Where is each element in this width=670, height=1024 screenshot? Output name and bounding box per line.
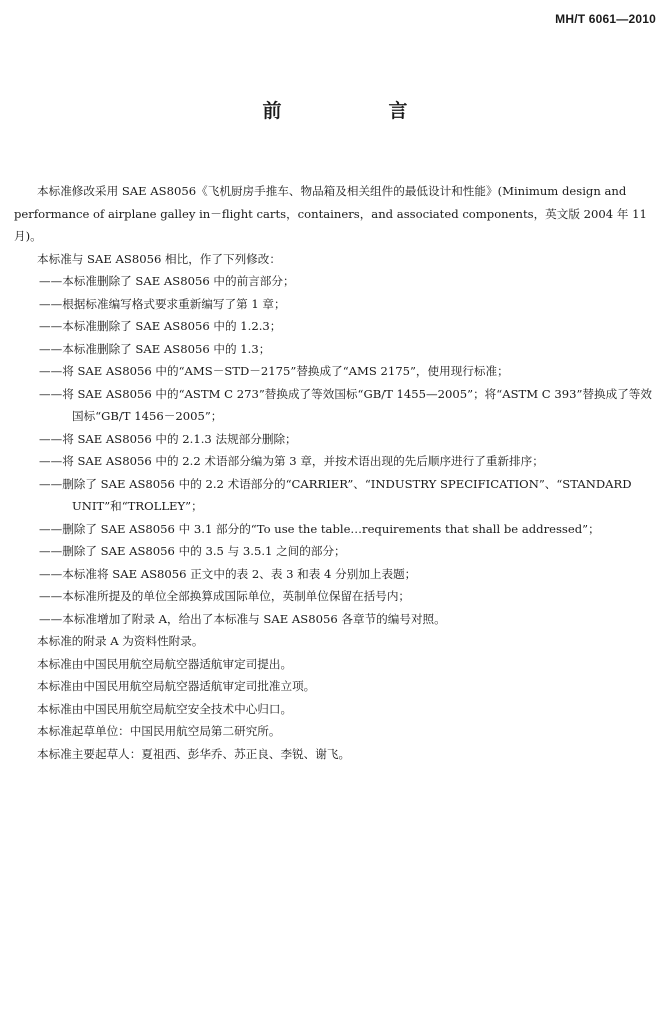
change-item: ——删除了 SAE AS8056 中的 2.2 术语部分的“CARRIER”、“INDUSTRY SPECIFICATION”、“STANDARD UNIT”和“TROLLEY”； bbox=[39, 476, 632, 513]
change-item: ——本标准将 SAE AS8056 正文中的表 2、表 3 和表 4 分别加上表题； bbox=[39, 566, 417, 581]
change-item: ——本标准增加了附录 A，给出了本标准与 SAE AS8056 各章节的编号对照。 bbox=[39, 611, 446, 626]
page-title: 前 言 bbox=[262, 100, 452, 122]
change-item: ——将 SAE AS8056 中的“ASTM C 273”替换成了等效国标“GB/T 1455—2005”；将“ASTM C 393”替换成了等效国标“GB/T 1456－2005”； bbox=[39, 386, 652, 423]
standard-code: MH/T 6061—2010 bbox=[555, 12, 656, 26]
closing-line: 本标准由中国民用航空局航空器适航审定司批准立项。 bbox=[37, 679, 316, 693]
change-item: ——本标准删除了 SAE AS8056 中的 1.2.3； bbox=[39, 319, 282, 333]
closing-line: 本标准由中国民用航空局航空器适航审定司提出。 bbox=[37, 656, 293, 671]
change-item: ——根据标准编写格式要求重新编写了第 1 章； bbox=[39, 296, 286, 311]
intro-paragraph: 本标准修改采用 SAE AS8056《飞机厨房手推车、物品箱及相关组件的最低设计和性能》(Minimum design and performance of airplane galley in－flight carts，containers，and associated components，英文版 2004 年 11 月)。 bbox=[14, 184, 647, 243]
change-item: ——本标准删除了 SAE AS8056 中的 1.3； bbox=[39, 341, 271, 356]
closing-line: 本标准主要起草人：夏祖西、彭华乔、苏正良、李锐、谢飞。 bbox=[37, 746, 351, 761]
change-item: ——删除了 SAE AS8056 中 3.1 部分的“To use the table…requirements that shall be addressed”； bbox=[39, 521, 600, 536]
change-item: ——将 SAE AS8056 中的 2.2 术语部分编为第 3 章，并按术语出现的先后顺序进行了重新排序； bbox=[39, 454, 544, 468]
change-item: ——将 SAE AS8056 中的“AMS－STD－2175”替换成了“AMS 2175”，使用现行标准； bbox=[39, 364, 509, 378]
closing-statements bbox=[14, 630, 656, 765]
change-item: ——本标准删除了 SAE AS8056 中的前言部分； bbox=[39, 274, 295, 288]
change-item: ——本标准所提及的单位全部换算成国际单位，英制单位保留在括号内； bbox=[39, 589, 411, 603]
change-item: ——删除了 SAE AS8056 中的 3.5 与 3.5.1 之间的部分； bbox=[39, 544, 346, 558]
comparison-intro: 本标准与 SAE AS8056 相比，作了下列修改： bbox=[37, 251, 281, 266]
closing-line: 本标准起草单位：中国民用航空局第二研究所。 bbox=[37, 724, 281, 738]
closing-line: 本标准的附录 A 为资料性附录。 bbox=[37, 634, 204, 648]
foreword-body bbox=[14, 180, 656, 765]
closing-line: 本标准由中国民用航空局航空安全技术中心归口。 bbox=[37, 701, 293, 716]
change-item: ——将 SAE AS8056 中的 2.1.3 法规部分删除； bbox=[39, 431, 297, 446]
change-list bbox=[14, 270, 656, 630]
